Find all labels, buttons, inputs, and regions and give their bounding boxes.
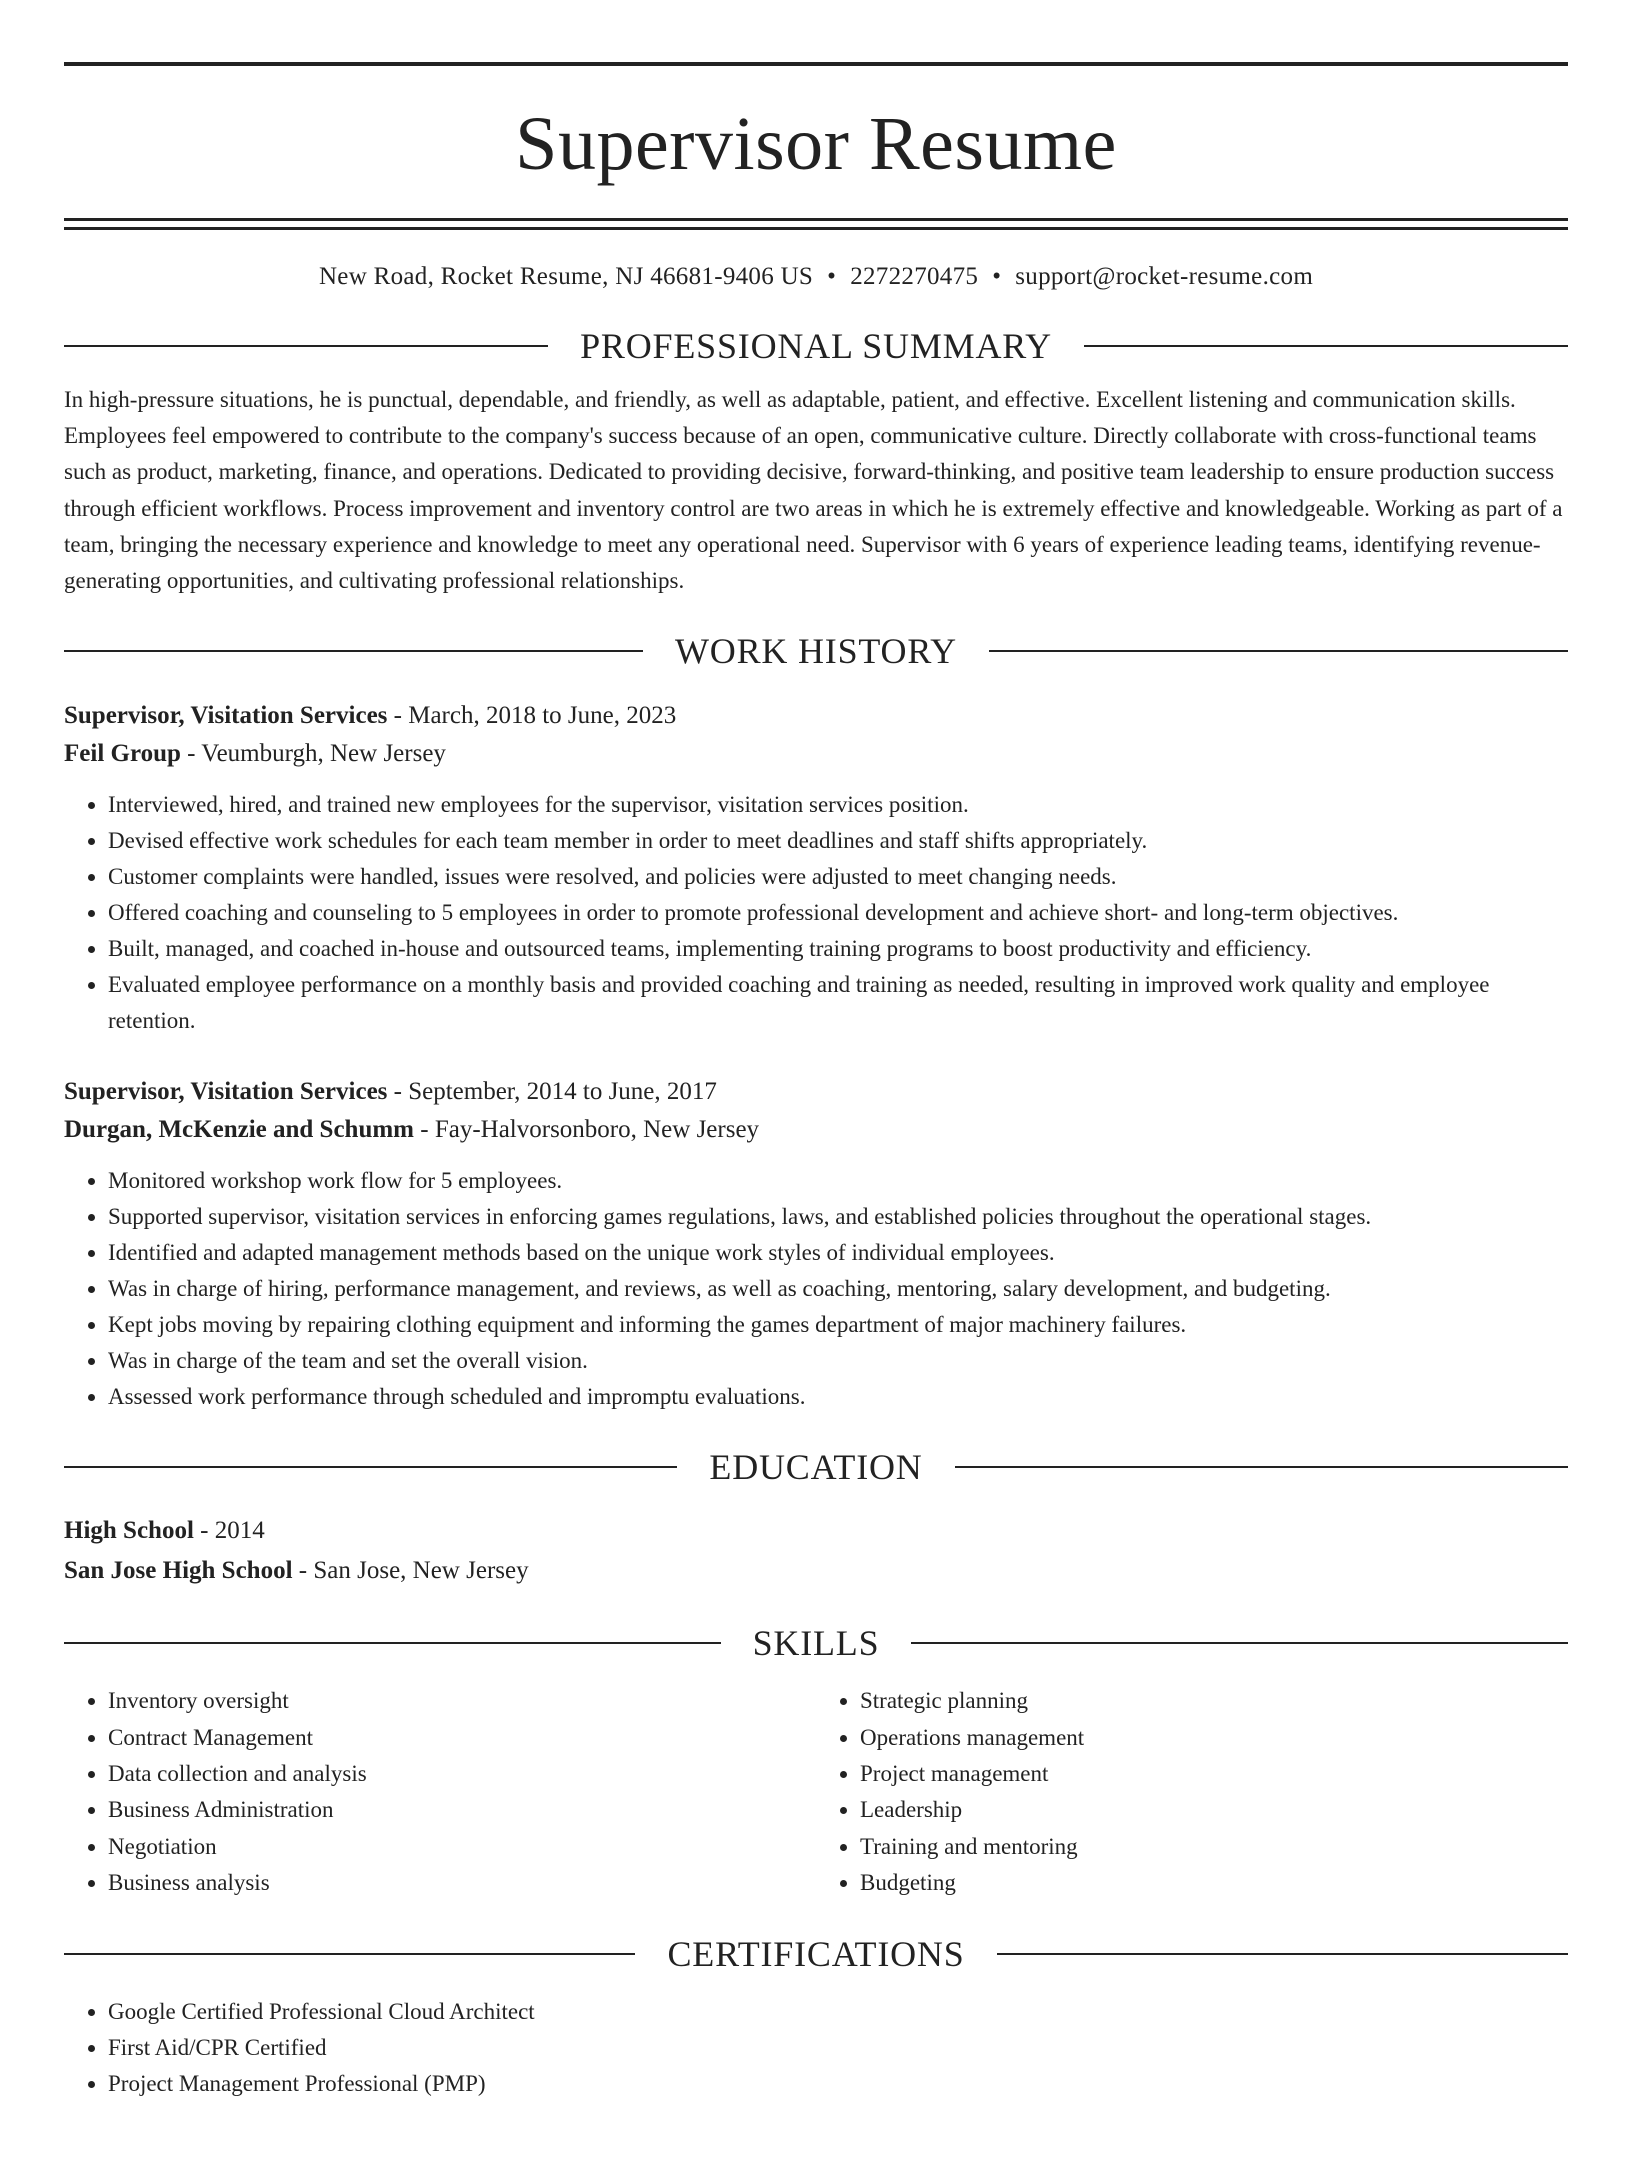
section-rule <box>911 1642 1568 1644</box>
section-rule <box>64 345 548 347</box>
section-title-certifications: CERTIFICATIONS <box>667 1933 965 1974</box>
job-role-line <box>64 697 1568 735</box>
job-bullet: • Customer complaints were handled, issues were resolved, and policies were adjusted to meet changing needs. <box>108 859 1568 895</box>
section-title-summary: PROFESSIONAL SUMMARY <box>580 326 1052 366</box>
job-bullet: • Offered coaching and counseling to 5 employees in order to promote professional development and achieve short- and long-term objectives. <box>108 895 1568 931</box>
job-role: Supervisor, Visitation Services <box>64 702 388 730</box>
skills-column-right <box>816 1683 1568 1901</box>
job-company: Feil Group <box>64 740 181 768</box>
job-bullets <box>64 1163 1568 1415</box>
certification-bullets <box>64 1994 1568 2102</box>
contact-separator: • <box>827 263 837 290</box>
skill-item: • Contract Management <box>108 1720 816 1756</box>
section-title-work: WORK HISTORY <box>675 631 957 672</box>
job-bullet: • Evaluated employee performance on a monthly basis and provided coaching and training as needed, resulting in improved work quality and employee retention. <box>108 967 1568 1039</box>
skills-column-left <box>64 1683 816 1901</box>
job-dates: - September, 2014 to June, 2017 <box>387 1078 717 1106</box>
job-bullet: • Monitored workshop work flow for 5 employees. <box>108 1163 1568 1199</box>
job-entry <box>64 1073 1568 1415</box>
section-rule <box>64 1953 635 1955</box>
section-title-skills: SKILLS <box>752 1623 880 1664</box>
section-rule <box>64 650 643 652</box>
job-entry <box>64 697 1568 1039</box>
certification-item: • Project Management Professional (PMP) <box>108 2066 1568 2102</box>
job-dates: - March, 2018 to June, 2023 <box>387 702 677 730</box>
certification-item: • Google Certified Professional Cloud Architect <box>108 1994 1568 2030</box>
section-header-skills <box>64 1621 1568 1665</box>
job-bullets <box>64 787 1568 1039</box>
skill-item: • Operations management <box>860 1720 1568 1756</box>
section-rule <box>997 1953 1568 1955</box>
resume-title: Supervisor Resume <box>515 102 1117 186</box>
section-rule <box>955 1466 1568 1468</box>
job-role-line <box>64 1073 1568 1111</box>
job-location: - Veumburgh, New Jersey <box>180 740 446 768</box>
section-header-work <box>64 629 1568 673</box>
job-bullet: • Was in charge of hiring, performance management, and reviews, as well as coaching, mentoring, salary development, and budgeting. <box>108 1271 1568 1307</box>
job-bullet: • Identified and adapted management methods based on the unique work styles of individual employees. <box>108 1235 1568 1271</box>
contact-address: New Road, Rocket Resume, NJ 46681-9406 US <box>318 263 814 290</box>
contact-phone: 2272270475 <box>850 263 979 290</box>
skill-item: • Budgeting <box>860 1865 1568 1901</box>
skills-list <box>64 1683 1568 1901</box>
section-header-education <box>64 1445 1568 1489</box>
education-degree-line <box>64 1511 1568 1551</box>
education-entry <box>64 1511 1568 1591</box>
contact-line <box>64 260 1568 294</box>
skill-item: • Data collection and analysis <box>108 1756 816 1792</box>
certification-item: • First Aid/CPR Certified <box>108 2030 1568 2066</box>
education-degree: High School <box>64 1517 194 1545</box>
job-location: - Fay-Halvorsonboro, New Jersey <box>414 1116 760 1144</box>
job-company-line <box>64 1111 1568 1149</box>
section-header-summary <box>64 324 1568 368</box>
section-rule <box>989 650 1568 652</box>
section-rule <box>64 1642 721 1644</box>
skill-item: • Project management <box>860 1756 1568 1792</box>
job-bullet: • Interviewed, hired, and trained new employees for the supervisor, visitation services position. <box>108 787 1568 823</box>
summary-text: In high-pressure situations, he is punctual, dependable, and friendly, as well as adaptable, patient, and effective. Excellent listening and communication skills. Employees feel empowered to contribute to the company's success because of an open, communicative culture. Directly collaborate with cross-functional teams such as product, marketing, finance, and operations. Dedicated to providing decisive, forward-thinking, and positive team leadership to ensure production success through efficient workflows. Process improvement and inventory control are two areas in which he is extremely effective and knowledgeable. Working as part of a team, bringing the necessary experience and knowledge to meet any operational need. Supervisor with 6 years of experience leading teams, identifying revenue-generating opportunities, and cultivating professional relationships. <box>64 387 1563 594</box>
job-role: Supervisor, Visitation Services <box>64 1078 388 1106</box>
section-title-education: EDUCATION <box>709 1447 923 1488</box>
section-rule <box>64 1466 677 1468</box>
job-bullet: • Devised effective work schedules for each team member in order to meet deadlines and staff shifts appropriately. <box>108 823 1568 859</box>
contact-email: support@rocket-resume.com <box>1015 263 1314 290</box>
resume-page <box>0 62 1632 2174</box>
job-company: Durgan, McKenzie and Schumm <box>64 1116 414 1144</box>
education-school: San Jose High School <box>64 1557 293 1585</box>
skill-item: • Training and mentoring <box>860 1829 1568 1865</box>
job-company-line <box>64 735 1568 773</box>
job-bullet: • Kept jobs moving by repairing clothing equipment and informing the games department of major machinery failures. <box>108 1307 1568 1343</box>
education-school-line <box>64 1551 1568 1591</box>
education-location: - San Jose, New Jersey <box>292 1557 529 1585</box>
top-rule <box>64 62 1568 66</box>
skill-item: • Business analysis <box>108 1865 816 1901</box>
skill-item: • Inventory oversight <box>108 1683 816 1719</box>
job-bullet: • Built, managed, and coached in-house and outsourced teams, implementing training programs to boost productivity and efficiency. <box>108 931 1568 967</box>
job-bullet: • Was in charge of the team and set the overall vision. <box>108 1343 1568 1379</box>
education-year: - 2014 <box>193 1517 265 1545</box>
skill-item: • Strategic planning <box>860 1683 1568 1719</box>
contact-separator: • <box>992 263 1002 290</box>
skill-item: • Negotiation <box>108 1829 816 1865</box>
job-bullet: • Assessed work performance through scheduled and impromptu evaluations. <box>108 1379 1568 1415</box>
certifications-list <box>64 1994 1568 2102</box>
skill-item: • Leadership <box>860 1792 1568 1828</box>
job-bullet: • Supported supervisor, visitation services in enforcing games regulations, laws, and established policies throughout the operational stages. <box>108 1199 1568 1235</box>
skill-item: • Business Administration <box>108 1792 816 1828</box>
section-header-certifications <box>64 1932 1568 1976</box>
title-double-rule <box>64 218 1568 230</box>
section-rule <box>1084 345 1568 347</box>
